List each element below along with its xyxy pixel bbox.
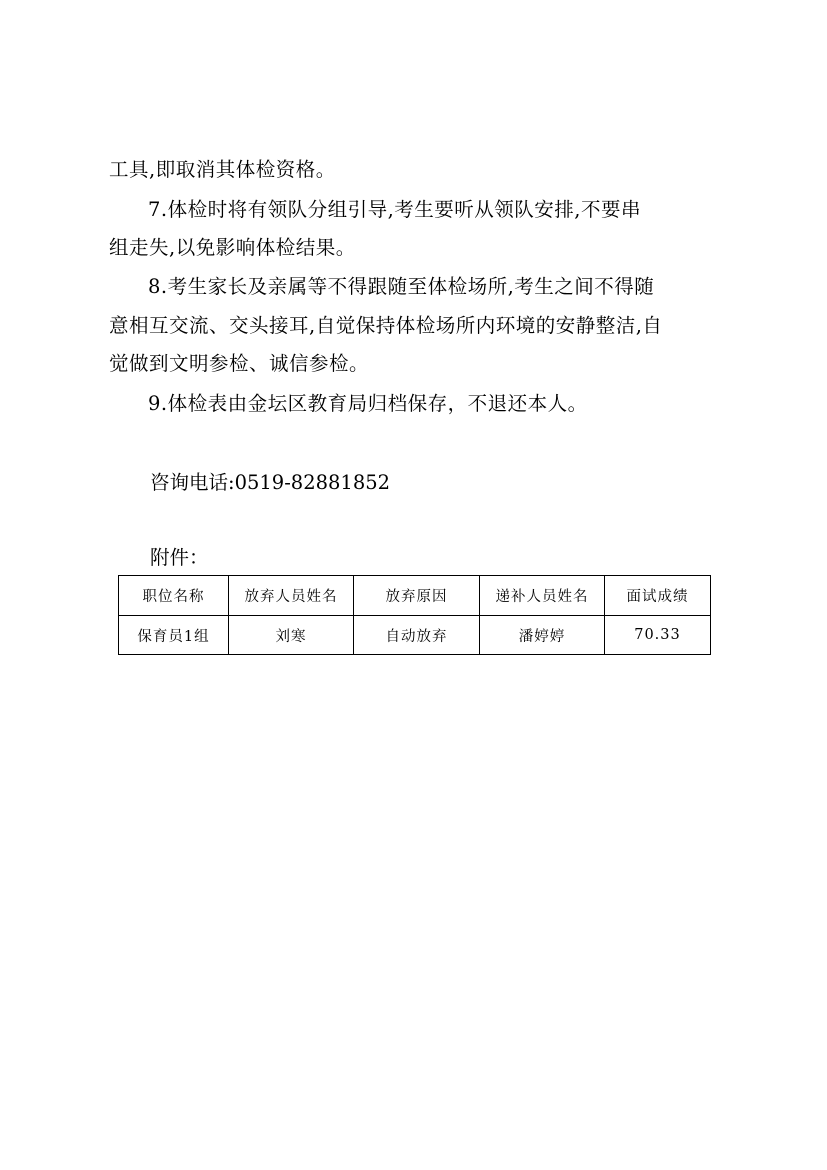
table-header-row [119, 576, 711, 616]
header-withdraw-reason: 放弃原因 [354, 576, 480, 616]
body-line-1: 工具,即取消其体检资格。 [109, 158, 336, 181]
body-line-2: 7.体检时将有领队分组引导,考生要听从领队安排,不要串 [148, 198, 642, 221]
cell-interview-score: 70.33 [605, 616, 711, 655]
header-withdrawn-name: 放弃人员姓名 [229, 576, 354, 616]
table-row [119, 616, 711, 655]
body-line-3: 组走失,以免影响体检结果。 [109, 236, 356, 259]
header-replacement-name: 递补人员姓名 [480, 576, 605, 616]
cell-withdrawn-name: 刘寒 [229, 616, 354, 655]
header-interview-score: 面试成绩 [605, 576, 711, 616]
cell-replacement-name: 潘婷婷 [480, 616, 605, 655]
attachment-label: 附件： [150, 546, 209, 569]
body-line-4: 8.考生家长及亲属等不得跟随至体检场所,考生之间不得随 [148, 275, 655, 298]
body-line-5: 意相互交流、交头接耳,自觉保持体检场所内环境的安静整洁,自 [109, 314, 663, 337]
replacement-table [118, 575, 711, 655]
contact-phone: 咨询电话:0519-82881852 [150, 471, 391, 494]
body-line-6: 觉做到文明参检、诚信参检。 [109, 352, 370, 375]
cell-position: 保育员1组 [119, 616, 229, 655]
cell-withdraw-reason: 自动放弃 [354, 616, 480, 655]
header-position: 职位名称 [119, 576, 229, 616]
body-line-7: 9.体检表由金坛区教育局归档保存，不退还本人。 [148, 392, 588, 415]
